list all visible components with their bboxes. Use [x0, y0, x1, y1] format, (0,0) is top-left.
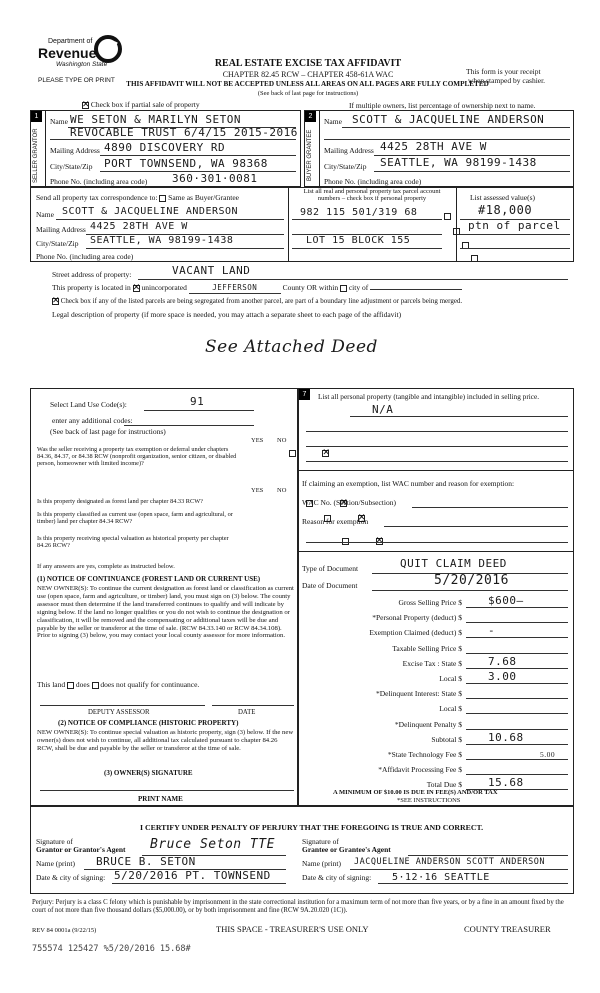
assessed-value-1[interactable]: #18,000	[478, 203, 533, 217]
county-treasurer-label: COUNTY TREASURER	[464, 924, 551, 934]
receipt-1: This form is your receipt	[466, 67, 541, 76]
perjury-notice: Perjury: Perjury is a class C felony which is punishable by imprisonment in the state correctional institution for a maximum term of not more than five years, or by a fine in an amount fixed by the court of not more than five thousand dollars ($5,000.00), or by both imprisonment and fine (RCW 9A.20.020 (1C)).	[32, 899, 564, 915]
tax-row-label: Total Due $	[426, 780, 462, 790]
tax-row-label: Local $	[439, 704, 462, 714]
yes-header-1: YES	[251, 437, 264, 444]
buyer-side-label: BUYER GRANTEE	[307, 129, 313, 182]
seller-phone-label: Phone No. (including area code)	[50, 177, 148, 186]
legal-description-field[interactable]: See Attached Deed	[205, 337, 378, 357]
exemption-label: If claiming an exemption, list WAC number and reason for exemption:	[302, 479, 515, 488]
question-exemption: Was the seller receiving a property tax exemption or deferral under chapters 84.36, 84.37, or 84.38 RCW (nonprofit organization, senior citizen, or disabled person, homeowner with limited income)?	[37, 446, 237, 468]
q1-yes-checkbox[interactable]	[289, 450, 296, 457]
doc-type-field[interactable]: QUIT CLAIM DEED	[400, 557, 507, 570]
grantee-sig-label-1: Signature of	[302, 837, 339, 846]
seller-city-label: City/State/Zip	[50, 162, 93, 171]
corr-city-label: City/State/Zip	[36, 239, 79, 248]
county-field[interactable]: JEFFERSON	[189, 284, 281, 294]
unincorporated-label: unincorporated	[141, 283, 187, 292]
does-label: does	[75, 680, 90, 689]
grantee-date-field[interactable]: 5·12·16 SEATTLE	[392, 872, 490, 883]
agency-main: Revenue	[38, 45, 97, 61]
additional-codes-label: enter any additional codes:	[52, 416, 133, 425]
tax-row-value[interactable]: 15.68	[488, 776, 524, 790]
form-revision: REV 84 0001a (9/22/15)	[32, 927, 97, 934]
unincorporated-checkbox[interactable]	[133, 285, 140, 292]
reason-label: Reason for exemption	[302, 517, 369, 526]
see-instructions: *SEE INSTRUCTIONS	[397, 797, 461, 804]
corr-mail-field[interactable]: 4425 28TH AVE W	[90, 221, 188, 232]
partial-sale-row[interactable]	[82, 101, 200, 110]
parcel-2-field[interactable]: LOT 15 BLOCK 155	[306, 235, 411, 246]
seller-side-label: SELLER GRANTOR	[33, 128, 39, 183]
treasurer-use-label: THIS SPACE - TREASURER'S USE ONLY	[216, 924, 369, 934]
does-checkbox[interactable]	[67, 682, 74, 689]
buyer-city-label: City/State/Zip	[324, 162, 367, 171]
section-2-number: 2	[305, 111, 316, 122]
seller-trust-field[interactable]: REVOCABLE TRUST 6/4/15 2015-2016	[70, 126, 298, 139]
grantor-sig-label-2: Grantor or Grantor's Agent	[36, 845, 126, 854]
tax-row-label: Excise Tax : State $	[402, 658, 462, 668]
grantor-name-label: Name (print)	[36, 859, 75, 868]
agency-sub: Washington State	[56, 61, 108, 68]
segregated-row	[52, 297, 462, 305]
parcel-heading: List all real and personal property tax parcel account numbers – check box if personal property	[303, 188, 441, 203]
form-warning: THIS AFFIDAVIT WILL NOT BE ACCEPTED UNLESS ALL AREAS ON ALL PAGES ARE FULLY COMPLETED	[126, 80, 489, 88]
seller-phone-field[interactable]: 360·301·0081	[172, 172, 258, 185]
notice-compliance-body: NEW OWNER(S): To continue special valuation as historic property, sign (3) below. If the new owner(s) does not wish to continue, all additional tax calculated pursuant to chapter 84.26 RCW, shall be due and payable by the seller or transferor at the time of sale.	[37, 729, 294, 752]
city-checkbox[interactable]	[340, 285, 347, 292]
seller-name-field[interactable]: WE SETON & MARILYN SETON	[70, 113, 241, 126]
please-type: PLEASE TYPE OR PRINT	[38, 77, 115, 84]
tax-row-label: *Delinquent Interest: State $	[375, 689, 462, 699]
correspondence-heading: Send all property tax correspondence to:	[36, 193, 158, 202]
question-current-use: Is this property classified as current use (open space, farm and agricultural, or timber) land per chapter 84.34 RCW?	[37, 511, 233, 526]
grantor-date-label: Date & city of signing:	[36, 873, 106, 882]
tax-row-label: *Affidavit Processing Fee $	[378, 765, 462, 775]
grantor-sig-label-1: Signature of	[36, 837, 73, 846]
personal-property-field[interactable]: N/A	[372, 403, 394, 416]
owner-signature-label: (3) OWNER(S) SIGNATURE	[104, 769, 193, 777]
tax-row-value[interactable]: 3.00	[488, 670, 517, 683]
same-as-buyer-label: Same as Buyer/Grantee	[168, 193, 239, 202]
street-field[interactable]: VACANT LAND	[172, 264, 251, 277]
yes-header-2: YES	[251, 487, 264, 494]
land-use-see-back: (See back of last page for instructions)	[50, 427, 166, 436]
grantor-signature[interactable]: Bruce Seton TTE	[150, 837, 275, 852]
segregated-label: Check box if any of the listed parcels are being segregated from another parcel, are part of a boundary line adjustment or parcels being merged.	[60, 297, 463, 305]
does-not-label: does not qualify for continuance.	[100, 680, 200, 689]
seller-name-label: Name	[50, 117, 68, 126]
does-not-checkbox[interactable]	[92, 682, 99, 689]
grantor-name-field[interactable]: BRUCE B. SETON	[96, 855, 196, 868]
notice-continuance-body: NEW OWNER(S): To continue the current designation as forest land or classification as current use (open space, farm and agriculture, or timber) land, you must sign on (3) below. The county assessor must then determine if the land transferred continues to qualify and will indicate by signing below. If the land no longer qualifies or you do not wish to continue the designation or classification, it will be removed and the compensating or additional taxes will be due and payable by the seller or transferor at the time of sale. (RCW 84.33.140 or RCW 84.34.108). Prior to signing (3) below, you may contact your local county assessor for more information.	[37, 585, 294, 640]
question-forest: Is this property designated as forest land per chapter 84.33 RCW?	[37, 498, 203, 505]
grantor-date-field[interactable]: 5/20/2016 PT. TOWNSEND	[114, 869, 271, 882]
doc-date-field[interactable]: 5/20/2016	[434, 573, 509, 588]
same-as-buyer-checkbox[interactable]	[159, 195, 166, 202]
cashier-stamp: 755574 125427 %5/20/2016 15.68#	[32, 944, 191, 954]
corr-name-label: Name	[36, 210, 54, 219]
section-1-number: 1	[31, 111, 42, 122]
corr-phone-label: Phone No. (including area code)	[36, 252, 134, 261]
tax-row-label: *Delinquent Penalty $	[394, 719, 462, 729]
minimum-note: A MINIMUM OF $10.00 IS DUE IN FEE(S) AND/OR TAX	[333, 789, 498, 796]
dor-logo	[38, 34, 128, 74]
agency-top: Department of	[48, 38, 93, 45]
continuance-row	[37, 681, 199, 690]
county-label: County OR within	[282, 283, 339, 292]
corr-mail-label: Mailing Address	[36, 225, 86, 234]
form-chapter: CHAPTER 82.45 RCW – CHAPTER 458-61A WAC	[222, 70, 394, 79]
buyer-name-label: Name	[324, 117, 342, 126]
form-title: REAL ESTATE EXCISE TAX AFFIDAVIT	[214, 58, 402, 69]
assessed-value-2[interactable]: ptn of parcel	[468, 219, 561, 232]
deputy-assessor-label: DEPUTY ASSESSOR	[88, 709, 150, 716]
seller-mail-field[interactable]: 4890 DISCOVERY RD	[104, 141, 226, 154]
print-name-label: PRINT NAME	[138, 795, 183, 803]
doc-type-label: Type of Document	[302, 564, 359, 573]
tax-row-label: Gross Selling Price $	[398, 598, 462, 607]
segregated-checkbox[interactable]	[52, 298, 59, 305]
tax-row-label: Taxable Selling Price $	[392, 643, 462, 653]
receipt-2: when stamped by cashier.	[468, 76, 546, 85]
question-historic: Is this property receiving special valuation as historical property per chapter 84.26 RCW?	[37, 535, 229, 550]
tax-row-value[interactable]: 5.00	[540, 750, 556, 759]
see-back: (See back of last page for instructions)	[257, 90, 359, 97]
tax-row-label: *State Technology Fee $	[387, 750, 462, 759]
buyer-mail-field[interactable]: 4425 28TH AVE W	[380, 140, 487, 153]
doc-date-label: Date of Document	[302, 581, 358, 590]
notice-compliance-title: (2) NOTICE OF COMPLIANCE (HISTORIC PROPERTY)	[58, 719, 239, 727]
tax-row-label: Exemption Claimed (deduct) $	[369, 628, 462, 638]
notice-continuance-title: (1) NOTICE OF CONTINUANCE (FOREST LAND OR CURRENT USE)	[37, 575, 261, 583]
logo-swirl-icon	[93, 34, 123, 64]
grantee-name-label: Name (print)	[302, 859, 341, 868]
city-of-label: city of	[348, 283, 369, 292]
grantee-name-field[interactable]: JACQUELINE ANDERSON SCOTT ANDERSON	[354, 857, 545, 867]
no-header-2: NO	[277, 487, 287, 494]
corr-city-field[interactable]: SEATTLE, WA 98199-1438	[90, 235, 234, 246]
legal-label: Legal description of property (if more space is needed, you may attach a separate sheet to each page of the affidavit)	[52, 310, 402, 319]
tax-row-value[interactable]: 10.68	[488, 730, 524, 744]
tax-row-label: Local $	[439, 674, 462, 683]
personal-property-label: List all personal property (tangible and intangible) included in selling price.	[318, 392, 540, 401]
seller-city-field[interactable]: PORT TOWNSEND, WA 98368	[104, 157, 268, 170]
date-label: DATE	[238, 709, 256, 716]
located-label: This property is located in	[52, 283, 131, 292]
correspondence-heading-row	[36, 194, 239, 203]
buyer-mail-label: Mailing Address	[324, 146, 374, 155]
grantee-date-label: Date & city of signing:	[302, 873, 372, 882]
seller-mail-label: Mailing Address	[50, 146, 100, 155]
buyer-name-field[interactable]: SCOTT & JACQUELINE ANDERSON	[352, 113, 545, 126]
buyer-phone-label: Phone No. (including area code)	[324, 177, 422, 186]
multiple-owners-note: If multiple owners, list percentage of ownership next to name.	[349, 101, 536, 110]
corr-name-field[interactable]: SCOTT & JACQUELINE ANDERSON	[62, 206, 239, 217]
certify-statement: I CERTIFY UNDER PENALTY OF PERJURY THAT THE FOREGOING IS TRUE AND CORRECT.	[140, 823, 484, 832]
partial-sale-label: Check box if partial sale of property	[90, 100, 200, 109]
if-yes-note: If any answers are yes, complete as instructed below.	[37, 563, 175, 570]
tax-row-label: Subtotal $	[431, 734, 462, 744]
parcel-1-field[interactable]: 982 115 501/319 68	[300, 207, 418, 218]
assessed-heading: List assessed value(s)	[470, 193, 535, 202]
tax-row-label: *Personal Property (deduct) $	[372, 613, 462, 623]
grantee-sig-label-2: Grantee or Grantee's Agent	[302, 845, 391, 854]
tax-row-value[interactable]: -	[488, 624, 496, 638]
parcel-1-checkbox[interactable]	[444, 213, 451, 220]
wac-label: WAC No. (Section/Subsection)	[302, 498, 396, 507]
land-use-label: Select Land Use Code(s):	[50, 400, 127, 409]
parcel-2-checkbox[interactable]	[453, 228, 460, 235]
no-header-1: NO	[277, 437, 287, 444]
location-row	[52, 284, 462, 294]
tax-row-value[interactable]: $600—	[488, 594, 524, 607]
this-land-label: This land	[37, 680, 66, 689]
parcel-4-checkbox[interactable]	[471, 255, 478, 262]
land-use-code-field[interactable]: 91	[190, 395, 205, 408]
street-label: Street address of property:	[52, 270, 132, 279]
tax-row-value[interactable]: 7.68	[488, 654, 517, 668]
partial-sale-checkbox[interactable]	[82, 102, 89, 109]
buyer-city-field[interactable]: SEATTLE, WA 98199-1438	[380, 156, 537, 169]
section-7-number: 7	[299, 389, 310, 400]
